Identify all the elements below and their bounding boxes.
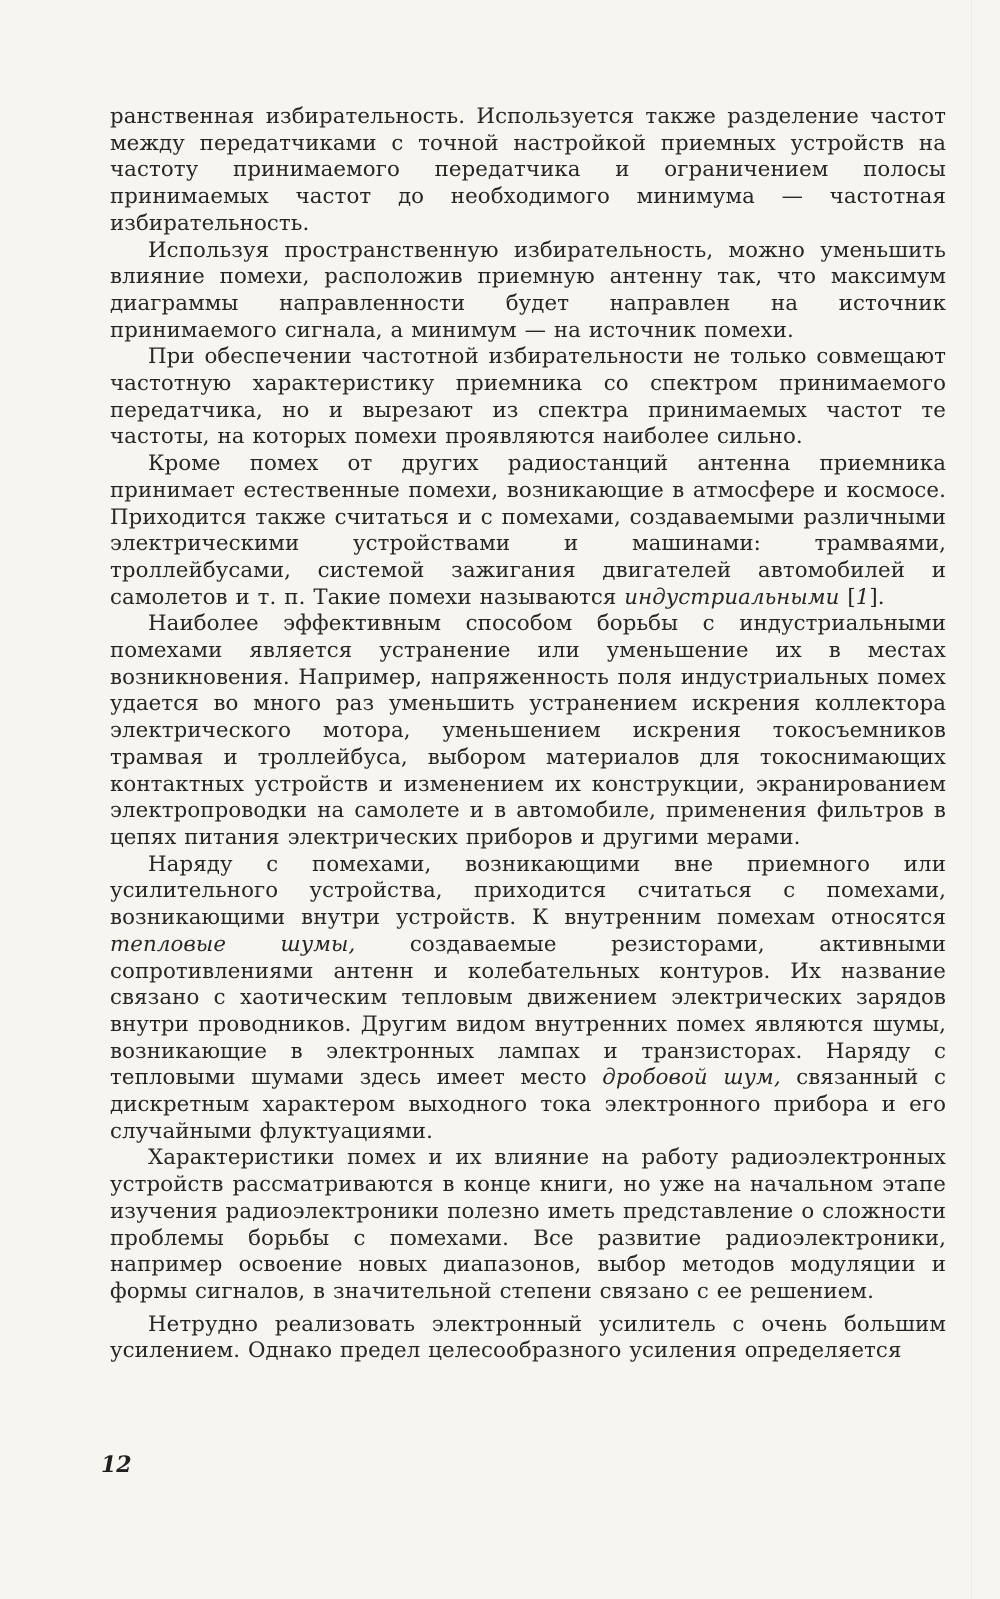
paragraph-text: создаваемые резисторами, активными сопротивлениями антенн и колебательных контуров. Их название связано с хаотическим тепловым движением электрических зарядов внутри проводников. Другим видом внутренних помех являются шумы, возникающие в электронных лампах и транзисторах. Наряду с тепловыми шумами здесь имеет место — [110, 931, 946, 1091]
paragraph — [110, 344, 946, 451]
paragraph — [110, 611, 946, 851]
paragraph-text: Наряду с помехами, возникающими вне приемного или усилительного устройства, приходится считаться с помехами, возникающими внутри устройств. К внутренним помехам относятся — [110, 851, 946, 931]
italic-term: тепловые шумы, — [110, 931, 356, 957]
reference-number: 1 — [855, 584, 870, 610]
paragraph-text: Характеристики помех и их влияние на работу радиоэлектронных устройств рассматриваются в конце книги, но уже на начальном этапе изучения радиоэлектроники полезно иметь представление о сложности проблемы борьбы с помехами. Все развитие радиоэлектроники, например освоение новых диапазонов, выбор методов модуляции и формы сигналов, в значительной степени связано с ее решением. — [110, 1145, 946, 1304]
paragraph — [110, 451, 946, 611]
paragraph-text: связанный с дискретным характером выходного тока электронного прибора и его случайными флуктуациями. — [110, 1065, 946, 1144]
paragraph — [110, 104, 946, 238]
italic-term: индустриальными — [624, 584, 840, 610]
paragraph-text: Нетрудно реализовать электронный усилитель с очень большим усилением. Однако предел целесообразного усиления определяется — [110, 1311, 946, 1364]
paragraph — [110, 1312, 946, 1365]
paragraph-text: При обеспечении частотной избирательности не только совмещают частотную характеристику приемника со спектром принимаемого передатчика, но и вырезают из спектра принимаемых частот те частоты, на которых помехи проявляются наиболее сильно. — [110, 344, 946, 450]
paragraph — [110, 238, 946, 345]
paragraph-text: ранственная избирательность. Используется также разделение частот между передатчиками с точной настройкой приемных устройств на частоту принимаемого передатчика и ограничением полосы принимаемых частот до необходимого минимума — частотная избирательность. — [110, 104, 946, 236]
page-number: 12 — [101, 1452, 132, 1478]
page-body — [110, 104, 946, 1365]
paragraph-text: [ — [839, 584, 856, 610]
italic-term: дробовой шум, — [602, 1065, 781, 1091]
scan-edge — [971, 0, 972, 1599]
paragraph-text: ]. — [869, 584, 885, 610]
paragraph — [110, 1145, 946, 1305]
paragraph-text: Наиболее эффективным способом борьбы с индустриальными помехами является устранение или уменьшение их в местах возникновения. Например, напряженность поля индустриальных помех удается во много раз уменьшить устранением искрения коллектора электрического мотора, уменьшением искрения токосъемников трамвая и троллейбуса, выбором материалов для токоснимающих контактных устройств и изменением их конструкции, экранированием электропроводки на самолете и в автомобиле, применения фильтров в цепях питания электрических приборов и другими мерами. — [110, 611, 946, 850]
paragraph-text: Используя пространственную избирательность, можно уменьшить влияние помехи, расположив приемную антенну так, что максимум диаграммы направленности будет направлен на источник принимаемого сигнала, а минимум — на источник помехи. — [110, 237, 946, 343]
paragraph-text: Кроме помех от других радиостанций антенна приемника принимает естественные помехи, возникающие в атмосфере и космосе. Приходится также считаться и с помехами, создаваемыми различными электрическими устройствами и машинами: трамваями, троллейбусами, системой зажигания двигателей автомобилей и самолетов и т. п. Такие помехи называются — [110, 451, 946, 610]
paragraph — [110, 852, 946, 1146]
